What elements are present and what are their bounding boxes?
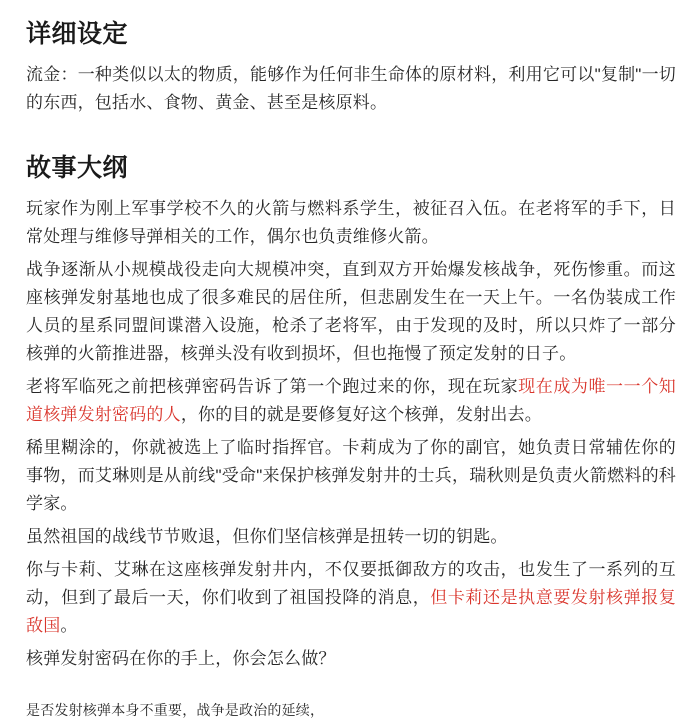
paragraph-story-6	[26, 556, 676, 640]
paragraph-story-2: 战争逐渐从小规模战役走向大规模冲突，直到双方开始爆发核战争，死伤惨重。而这座核弹发射基地也成了很多难民的居住所，但悲剧发生在一天上午。一名伪装成工作人员的星系同盟间谍潜入设施，枪杀了老将军，由于发现的及时，所以只炸了一部分核弹的火箭推进器，核弹头没有收到损坏，但也拖慢了预定发射的日子。	[26, 260, 676, 363]
story-3-text-before: 老将军临死之前把核弹密码告诉了第一个跑过来的你，现在玩家	[26, 377, 519, 396]
paragraph-story-question: 核弹发射密码在你的手上，你会怎么做？	[26, 649, 336, 668]
section-heading-story-outline: 故事大纲	[26, 154, 129, 182]
story-3-text-after: ，你的目的就是要修复好这个核弹，发射出去。	[180, 405, 543, 424]
story-6-text-after: 。	[60, 616, 78, 635]
story-6-text-before: 你与卡莉、艾琳在这座核弹发射井内，不仅要抵御敌方的攻击，也发生了一系列的互动，但到了最后一天，你们收到了祖国投降的消息，	[26, 560, 676, 607]
paragraph-story-4: 稀里糊涂的，你就被选上了临时指挥官。卡莉成为了你的副官，她负责日常辅佐你的事物，而艾琳则是从前线"受命"来保护核弹发射井的士兵，瑞秋则是负责火箭燃料的科学家。	[26, 438, 676, 513]
footnote-text: 是否发射核弹本身不重要，战争是政治的延续，	[26, 702, 325, 718]
paragraph-story-1: 玩家作为刚上军事学校不久的火箭与燃料系学生，被征召入伍。在老将军的手下，日常处理与维修导弹相关的工作，偶尔也负责维修火箭。	[26, 199, 676, 246]
story-3-red-highlight: 现在成为唯一一个知道核弹发射密码的人	[26, 377, 676, 424]
paragraph-liquid-gold: 流金：一种类似以太的物质，能够作为任何非生命体的原材料，利用它可以"复制"一切的东西，包括水、食物、黄金、甚至是核原料。	[26, 65, 676, 112]
paragraph-story-3	[26, 373, 676, 429]
story-6-red-highlight: 但卡莉还是执意要发射核弹报复敌国	[26, 588, 676, 635]
paragraph-story-5: 虽然祖国的战线节节败退，但你们坚信核弹是扭转一切的钥匙。	[26, 527, 508, 546]
section-heading-detailed-settings: 详细设定	[26, 20, 129, 48]
